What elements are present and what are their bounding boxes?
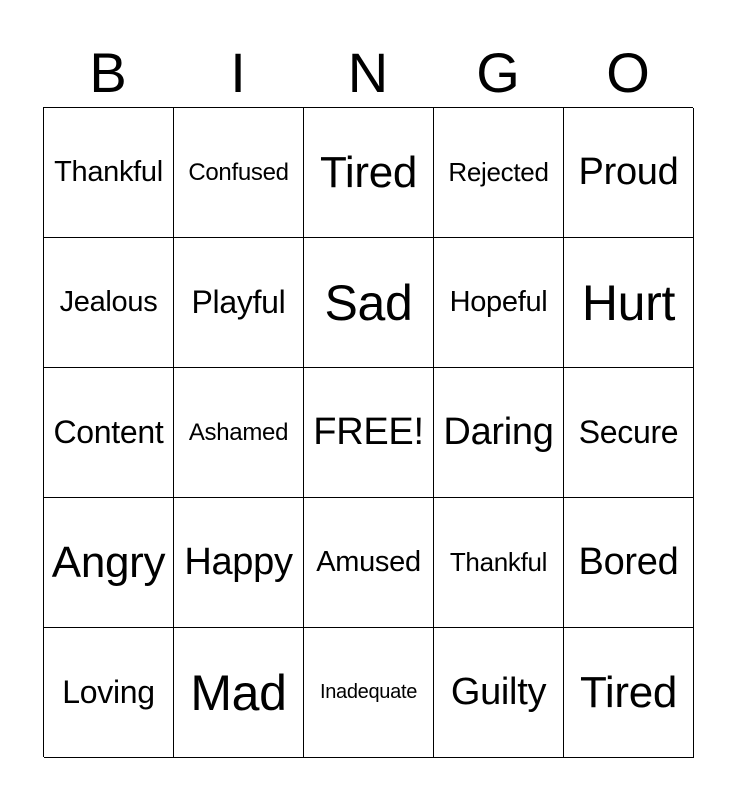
cell-label: Loving bbox=[62, 674, 155, 710]
bingo-cell-r1-c4[interactable] bbox=[434, 108, 564, 238]
header-letter-o: O bbox=[606, 41, 650, 104]
bingo-cell-r1-c1[interactable] bbox=[44, 108, 174, 238]
bingo-cell-r5-c5[interactable] bbox=[564, 628, 694, 758]
cell-label: Bored bbox=[578, 541, 679, 583]
bingo-cell-r3-c2[interactable] bbox=[174, 368, 304, 498]
bingo-cell-r5-c1[interactable] bbox=[44, 628, 174, 758]
cell-label: Amused bbox=[316, 546, 421, 578]
bingo-cell-r2-c3[interactable] bbox=[304, 238, 434, 368]
cell-label: Hurt bbox=[581, 274, 676, 331]
header-letter-b: B bbox=[89, 41, 127, 104]
cell-label: Daring bbox=[443, 411, 554, 453]
header-letter-n: N bbox=[347, 41, 389, 104]
bingo-cell-r3-c5[interactable] bbox=[564, 368, 694, 498]
cell-label: Confused bbox=[188, 158, 289, 186]
bingo-cell-r3-c3[interactable] bbox=[304, 368, 434, 498]
bingo-cell-r1-c3[interactable] bbox=[304, 108, 434, 238]
cell-label: Content bbox=[53, 414, 164, 450]
header-letter-i: I bbox=[230, 41, 246, 104]
bingo-cell-r5-c2[interactable] bbox=[174, 628, 304, 758]
bingo-header bbox=[43, 40, 693, 106]
bingo-cell-r3-c1[interactable] bbox=[44, 368, 174, 498]
cell-label: Angry bbox=[51, 537, 166, 587]
cell-label: Ashamed bbox=[188, 418, 289, 446]
cell-label: Playful bbox=[191, 284, 286, 320]
bingo-cell-r4-c5[interactable] bbox=[564, 498, 694, 628]
bingo-cell-r1-c5[interactable] bbox=[564, 108, 694, 238]
header-letter-g: G bbox=[476, 41, 520, 104]
bingo-cell-r4-c4[interactable] bbox=[434, 498, 564, 628]
cell-label: Thankful bbox=[449, 547, 548, 577]
bingo-cell-r1-c2[interactable] bbox=[174, 108, 304, 238]
cell-label: Rejected bbox=[448, 157, 549, 187]
cell-label: Tired bbox=[319, 147, 418, 197]
cell-label: Sad bbox=[324, 274, 413, 331]
bingo-cell-r5-c3[interactable] bbox=[304, 628, 434, 758]
cell-label: Mad bbox=[190, 664, 287, 721]
bingo-cell-r4-c2[interactable] bbox=[174, 498, 304, 628]
bingo-cell-r4-c1[interactable] bbox=[44, 498, 174, 628]
bingo-cell-r4-c3[interactable] bbox=[304, 498, 434, 628]
bingo-board bbox=[43, 107, 693, 757]
bingo-cell-r2-c2[interactable] bbox=[174, 238, 304, 368]
cell-label: Proud bbox=[578, 151, 679, 193]
cell-label: FREE! bbox=[313, 411, 424, 453]
bingo-cell-r3-c4[interactable] bbox=[434, 368, 564, 498]
cell-label: Jealous bbox=[59, 286, 158, 318]
bingo-cell-r2-c4[interactable] bbox=[434, 238, 564, 368]
cell-label: Secure bbox=[578, 414, 679, 450]
bingo-cell-r5-c4[interactable] bbox=[434, 628, 564, 758]
cell-label: Happy bbox=[184, 541, 293, 583]
cell-label: Hopeful bbox=[449, 286, 548, 318]
bingo-cell-r2-c1[interactable] bbox=[44, 238, 174, 368]
cell-label: Inadequate bbox=[319, 681, 418, 703]
cell-label: Thankful bbox=[54, 156, 163, 188]
bingo-cell-r2-c5[interactable] bbox=[564, 238, 694, 368]
cell-label: Guilty bbox=[450, 671, 547, 713]
cell-label: Tired bbox=[579, 667, 678, 717]
